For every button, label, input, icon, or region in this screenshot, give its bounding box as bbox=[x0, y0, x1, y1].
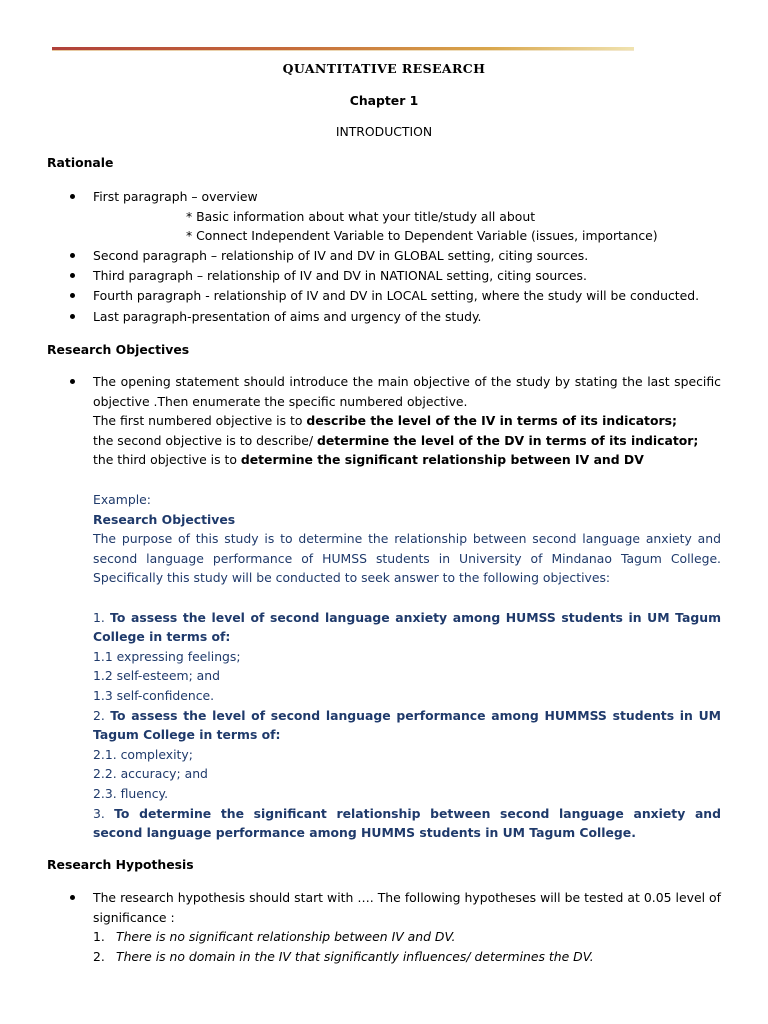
chapter-label: Chapter 1 bbox=[349, 93, 419, 108]
document-title: QUANTITATIVE RESEARCH bbox=[282, 61, 486, 76]
objectives-heading: Research Objectives bbox=[47, 342, 190, 357]
item-number: 1. bbox=[93, 929, 105, 944]
objective-second bbox=[93, 431, 721, 451]
list-item: Fourth paragraph - relationship of IV and DV in LOCAL setting, where the study will be conducted. bbox=[93, 286, 721, 306]
objective-number: 3. bbox=[93, 805, 105, 821]
hypothesis-heading: Research Hypothesis bbox=[47, 857, 194, 872]
objective-text: To assess the level of second language anxiety among HUMSS students in UM Tagum College in terms of: bbox=[93, 609, 721, 645]
objective-text: To determine the significant relationship between second language anxiety and second language performance among HUMMS students in UM Tagum College. bbox=[93, 805, 721, 841]
list-item: The research hypothesis should start with …. The following hypotheses will be tested at 0.05 level of significance : bbox=[93, 888, 721, 927]
objective-third bbox=[93, 450, 721, 470]
list-item: The opening statement should introduce the main objective of the study by stating the last specific objective .Then enumerate the specific numbered objective. bbox=[93, 372, 721, 411]
hypothesis-list bbox=[93, 888, 721, 927]
list-item: Third paragraph – relationship of IV and DV in NATIONAL setting, citing sources. bbox=[93, 266, 721, 286]
hypothesis-numbered-list bbox=[93, 927, 721, 966]
spacer bbox=[93, 588, 721, 608]
objective-first bbox=[93, 411, 721, 431]
objective-first-bold: describe the level of the IV in terms of its indicators; bbox=[306, 413, 677, 429]
item-text: There is no domain in the IV that significantly influences/ determines the DV. bbox=[116, 948, 594, 964]
objective-first-prefix: The first numbered objective is to bbox=[93, 413, 307, 429]
list-subitem: 1.2 self-esteem; and bbox=[93, 668, 220, 684]
list-subitem: 1.1 expressing feelings; bbox=[93, 648, 241, 664]
list-subitem: 2.2. accuracy; and bbox=[93, 766, 208, 782]
example-objective-1 bbox=[93, 608, 721, 647]
list-subitem: 2.1. complexity; bbox=[93, 746, 193, 762]
list-subitem: * Basic information about what your title/study all about bbox=[186, 208, 536, 224]
objective-third-bold: determine the significant relationship between IV and DV bbox=[240, 452, 644, 468]
example-heading: Research Objectives bbox=[93, 511, 236, 527]
list-subitem: 1.3 self-confidence. bbox=[93, 687, 215, 703]
objectives-list bbox=[93, 372, 721, 470]
rationale-heading: Rationale bbox=[47, 155, 114, 170]
example-purpose: The purpose of this study is to determine the relationship between second language anxiety and second language performance of HUMSS students in University of Mindanao Tagum College. Specifically this study will be conducted to seek answer to the following objectives: bbox=[93, 531, 721, 586]
objective-text: To assess the level of second language performance among HUMMSS students in UM Tagum College in terms of: bbox=[93, 707, 721, 743]
example-objective-2 bbox=[93, 706, 721, 745]
objective-number: 1. bbox=[93, 609, 105, 625]
objective-second-bold: determine the level of the DV in terms of its indicator; bbox=[317, 432, 699, 448]
example-block bbox=[93, 490, 721, 843]
hypothesis-item bbox=[93, 927, 721, 947]
list-item: First paragraph – overview bbox=[93, 187, 721, 207]
list-item: Last paragraph-presentation of aims and urgency of the study. bbox=[93, 307, 721, 327]
rationale-list bbox=[93, 187, 721, 326]
objective-second-prefix: the second objective is to describe/ bbox=[93, 432, 318, 448]
hypothesis-item bbox=[93, 947, 721, 967]
list-item: Second paragraph – relationship of IV and DV in GLOBAL setting, citing sources. bbox=[93, 246, 721, 266]
example-label: Example: bbox=[93, 492, 151, 507]
objective-number: 2. bbox=[93, 707, 105, 723]
header-rule bbox=[52, 47, 634, 50]
example-objective-3 bbox=[93, 804, 721, 843]
list-subitem: * Connect Independent Variable to Dependent Variable (issues, importance) bbox=[186, 228, 658, 244]
objective-third-prefix: the third objective is to bbox=[93, 452, 241, 468]
list-subitem: 2.3. fluency. bbox=[93, 785, 169, 801]
section-title: INTRODUCTION bbox=[335, 124, 433, 139]
item-number: 2. bbox=[93, 948, 105, 964]
item-text: There is no significant relationship between IV and DV. bbox=[116, 929, 456, 944]
